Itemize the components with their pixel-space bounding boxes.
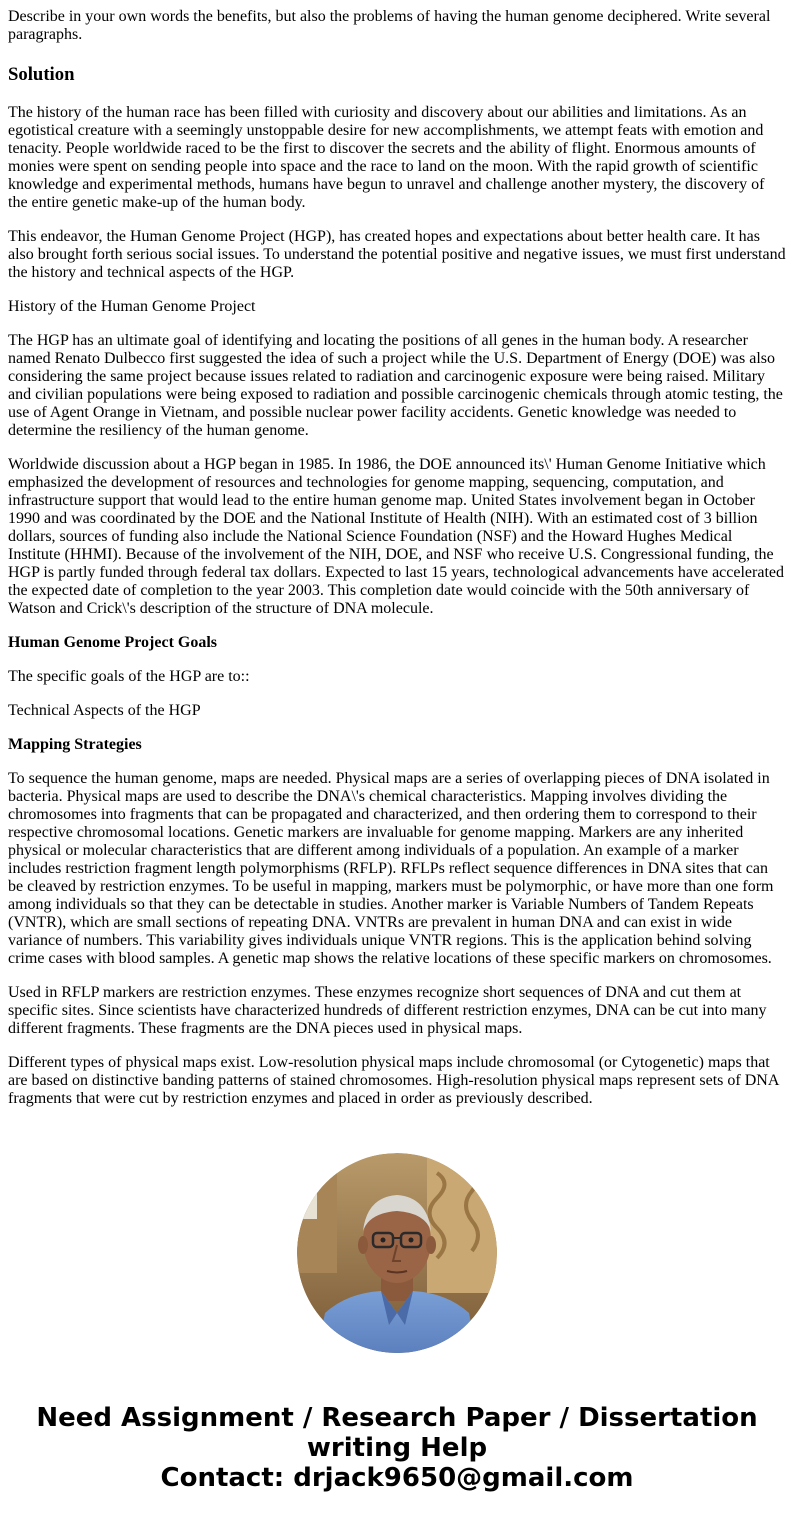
paragraph-physical-maps: Different types of physical maps exist. Low-resolution physical maps include chromosomal (or Cytogenetic) maps that are based on distinctive banding patterns of stained chromosomes. High-resolution physical maps represent sets of DNA fragments that were cut by restriction enzymes and placed in order as previously described. xyxy=(8,1054,779,1107)
history-title: History of the Human Genome Project xyxy=(8,298,256,315)
cta-line-1: Need Assignment / Research Paper / Dissertation xyxy=(36,1403,758,1433)
paragraph-intro: The history of the human race has been filled with curiosity and discovery about our abilities and limitations. As an egotistical creature with a seemingly unstoppable desire for new accomplishments, we attempt feats with emotion and tenacity. People worldwide raced to be the first to discover the secrets and the ability of flight. Enormous amounts of monies were spent on sending people into space and the race to land on the moon. With the rapid growth of scientific knowledge and experimental methods, humans have begun to unravel and challenge another mystery, the discovery of the entire genetic make-up of the human body. xyxy=(8,104,765,211)
mapping-title: Mapping Strategies xyxy=(8,736,142,753)
question-text: Describe in your own words the benefits, but also the problems of having the human genome deciphered. Write several paragraphs. xyxy=(8,8,771,43)
avatar-photo xyxy=(297,1153,497,1353)
cta-contact-email[interactable]: Contact: drjack9650@gmail.com xyxy=(160,1463,634,1493)
cta-line-2: writing Help xyxy=(306,1433,488,1463)
author-avatar xyxy=(297,1153,497,1353)
paragraph-rflp: Used in RFLP markers are restriction enzymes. These enzymes recognize short sequences of DNA and cut them at specific sites. Since scientists have characterized hundreds of different restriction enzymes, DNA can be cut into many different fragments. These fragments are the DNA pieces used in physical maps. xyxy=(8,984,767,1037)
contact-banner xyxy=(0,1403,794,1493)
solution-heading: Solution xyxy=(8,64,75,85)
paragraph-history: The HGP has an ultimate goal of identifying and locating the positions of all genes in the human body. A researcher named Renato Dulbecco first suggested the idea of such a project while the U.S. Department of Energy (DOE) was also considering the same project because issues related to radiation and carcinogenic exposure were being raised. Military and civilian populations were being exposed to radiation and possible carcinogenic chemicals through atomic testing, the use of Agent Orange in Vietnam, and possible nuclear power facility accidents. Genetic knowledge was needed to determine the resiliency of the human genome. xyxy=(8,332,783,439)
technical-title: Technical Aspects of the HGP xyxy=(8,702,201,719)
paragraph-hgp-endeavor: This endeavor, the Human Genome Project (HGP), has created hopes and expectations about better health care. It has also brought forth serious social issues. To understand the potential positive and negative issues, we must first understand the history and technical aspects of the HGP. xyxy=(8,228,786,281)
paragraph-mapping: To sequence the human genome, maps are needed. Physical maps are a series of overlapping pieces of DNA isolated in bacteria. Physical maps are used to describe the DNA\'s chemical characteristics. Mapping involves dividing the chromosomes into fragments that can be propagated and characterized, and then ordering them to correspond to their respective chromosomal locations. Genetic markers are invaluable for genome mapping. Markers are any inherited physical or molecular characteristics that are different among individuals of a population. An example of a marker includes restriction fragment length polymorphisms (RFLP). RFLPs reflect sequence differences in DNA sites that can be cleaved by restriction enzymes. To be useful in mapping, markers must be polymorphic, or have more than one form among individuals so that they can be detectable in studies. Another marker is Variable Numbers of Tandem Repeats (VNTR), which are small sections of repeating DNA. VNTRs are prevalent in human DNA and can exist in wide variance of numbers. This variability gives individuals unique VNTR regions. This is the application behind solving crime cases with blood samples. A genetic map shows the relative locations of these specific markers on chromosomes. xyxy=(8,770,774,967)
paragraph-worldwide: Worldwide discussion about a HGP began in 1985. In 1986, the DOE announced its\' Human Genome Initiative which emphasized the development of resources and technologies for genome mapping, sequencing, computation, and infrastructure support that would lead to the entire human genome map. United States involvement began in October 1990 and was coordinated by the DOE and the National Institute of Health (NIH). With an estimated cost of 3 billion dollars, sources of funding also include the National Science Foundation (NSF) and the Howard Hughes Medical Institute (HHMI). Because of the involvement of the NIH, DOE, and NSF who receive U.S. Congressional funding, the HGP is partly funded through federal tax dollars. Expected to last 15 years, technological advancements have accelerated the expected date of completion to the year 2003. This completion date would coincide with the 50th anniversary of Watson and Crick\'s description of the structure of DNA molecule. xyxy=(8,456,784,617)
goals-title: Human Genome Project Goals xyxy=(8,634,218,651)
goals-intro: The specific goals of the HGP are to:: xyxy=(8,668,250,685)
